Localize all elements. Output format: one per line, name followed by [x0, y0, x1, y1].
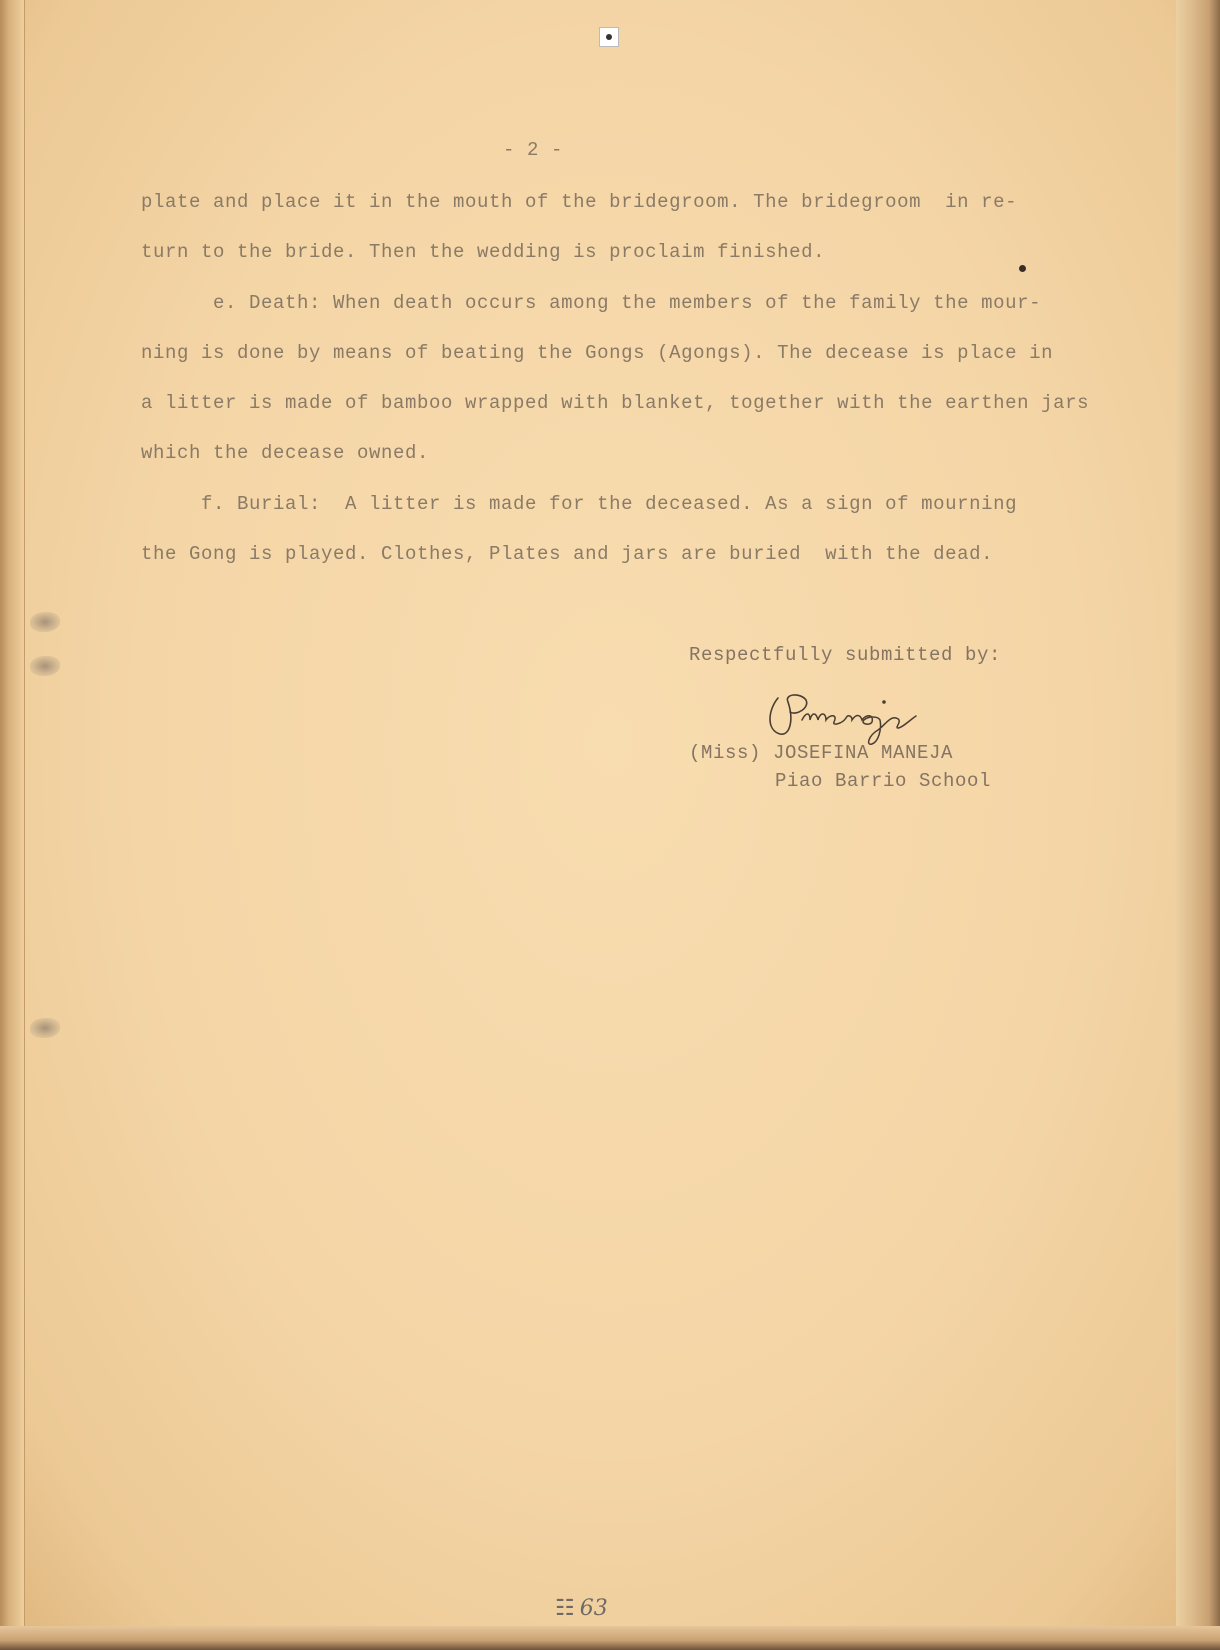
bottom-page-edge	[0, 1626, 1220, 1650]
archive-stamp-number: ☷ 63	[555, 1596, 608, 1621]
signatory-name: (Miss) JOSEFINA MANEJA	[689, 742, 954, 764]
body-line: f. Burial: A litter is made for the deceased. As a sign of mourning	[141, 493, 1018, 515]
right-page-edge	[1176, 0, 1220, 1650]
body-line: turn to the bride. Then the wedding is proclaim finished.	[141, 241, 826, 263]
punch-hole	[30, 612, 60, 632]
body-line: the Gong is played. Clothes, Plates and jars are buried with the dead.	[141, 543, 994, 565]
body-line: ning is done by means of beating the Gongs (Agongs). The decease is place in	[141, 342, 1054, 364]
closing-line: Respectfully submitted by:	[689, 644, 1002, 666]
school-name: Piao Barrio School	[775, 770, 992, 792]
punch-hole	[30, 656, 60, 676]
body-line: plate and place it in the mouth of the bridegroom. The bridegroom in re-	[141, 191, 1018, 213]
scan-marker-icon	[599, 27, 619, 47]
page-number: - 2 -	[503, 139, 564, 161]
body-line: which the decease owned.	[141, 442, 430, 464]
handwritten-signature	[760, 690, 950, 750]
ink-spot	[1019, 265, 1026, 272]
body-line: e. Death: When death occurs among the members of the family the mour-	[141, 292, 1042, 314]
punch-hole	[30, 1018, 60, 1038]
left-page-edge	[0, 0, 25, 1650]
body-line: a litter is made of bamboo wrapped with blanket, together with the earthen jars	[141, 392, 1090, 414]
